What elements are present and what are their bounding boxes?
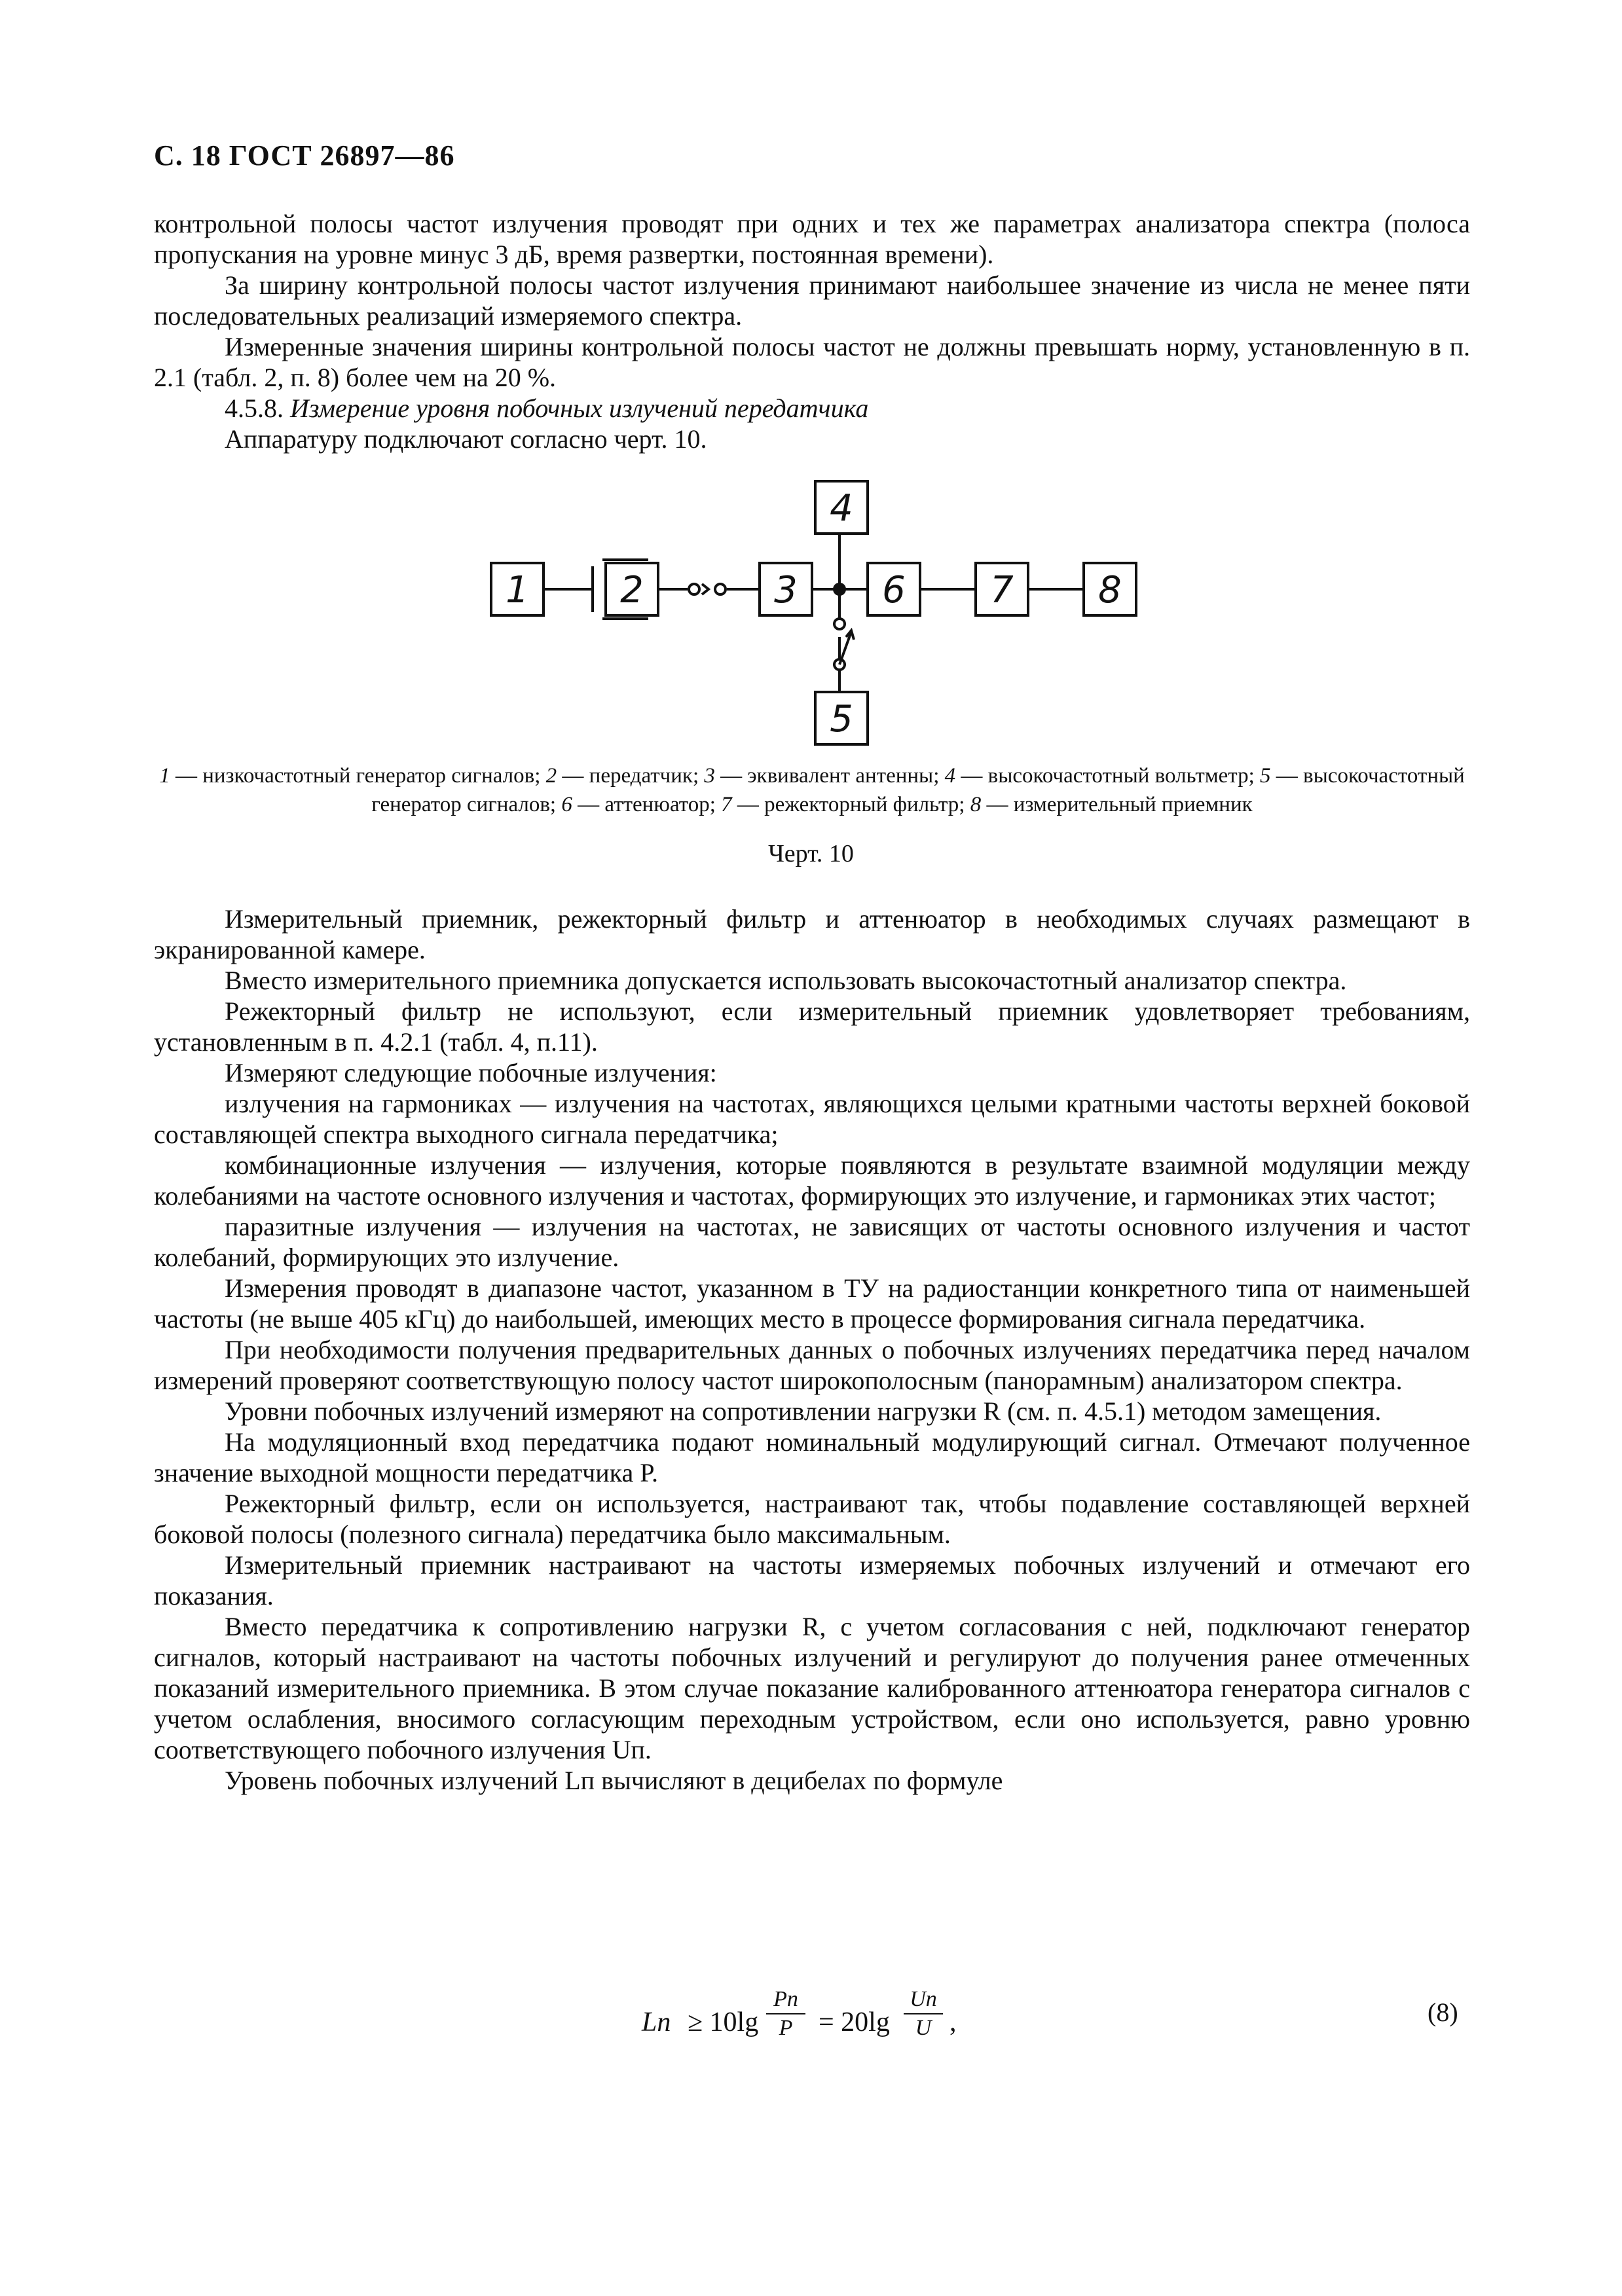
- formula-eq: = 20lg: [819, 2007, 890, 2037]
- paragraph: Вместо передатчика к сопротивлению нагрузки R, с учетом согласования с ней, подключают генератор сигналов, который настраивают на частоты побочных излучений и регулируют до получения ранее отмеченных показаний измерительного приемника. В этом случае показание калиброванного аттенюатора генератора сигналов с учетом ослабления, вносимого согласующим переходным устройством, если оно используется, равно уровню соответствующего побочного излучения Uп.: [154, 1612, 1470, 1764]
- paragraph: За ширину контрольной полосы частот излучения принимают наибольшее значение из числа не менее пяти последовательных реализаций измеряемого спектра.: [154, 270, 1470, 331]
- legend-num: 3: [704, 764, 715, 788]
- paragraph: На модуляционный вход передатчика подают номинальный модулирующий сигнал. Отмечают полученное значение выходной мощности передатчика P.: [154, 1427, 1470, 1487]
- junction-dot: [833, 583, 846, 596]
- legend-num: 5: [1260, 764, 1271, 788]
- paragraph: Уровень побочных излучений Lп вычисляют в децибелах по формуле: [225, 1766, 1003, 1795]
- legend-text: — низкочастотный генератор сигналов;: [170, 764, 546, 788]
- fraction-bar: [766, 2013, 805, 2014]
- formula-ge: ≥ 10lg: [688, 2007, 759, 2037]
- paragraph: паразитные излучения — излучения на частотах, не зависящих от частоты основного излучения и частот колебаний, формирующих это излучение.: [154, 1212, 1470, 1272]
- block-label: 6: [882, 569, 906, 611]
- block-diagram: [458, 468, 1179, 756]
- paragraph: Измеренные значения ширины контрольной полосы частот не должны превышать норму, установленную в п. 2.1 (табл. 2, п. 8) более чем на 20 %.: [154, 332, 1470, 392]
- block-label: 4: [830, 487, 853, 530]
- switch-blade: [839, 632, 851, 665]
- legend-text: — измерительный приемник: [981, 793, 1253, 816]
- section-title: Измерение уровня побочных излучений передатчика: [290, 393, 869, 423]
- block-label: 5: [830, 698, 853, 740]
- body-text: [154, 903, 1470, 1796]
- fraction-numerator: Pп: [773, 1987, 798, 2011]
- paragraph: комбинационные излучения — излучения, которые появляются в результате взаимной модуляции между колебаниями на частоте основного излучения и частотах, формирующих это излучение, и гармониках этих частот;: [154, 1150, 1470, 1211]
- formula-trail: ,: [949, 2007, 957, 2037]
- block-label: 3: [774, 569, 798, 611]
- legend-text: — режекторный фильтр;: [731, 793, 970, 816]
- section-number: 4.5.8.: [225, 393, 284, 423]
- block-label: 1: [506, 569, 529, 611]
- block-label: 7: [990, 569, 1014, 611]
- formula-number: (8): [1428, 1997, 1458, 2027]
- paragraph: контрольной полосы частот излучения проводят при одних и тех же параметрах анализатора спектра (полоса пропускания на уровне минус 3 дБ, время развертки, постоянная времени).: [154, 209, 1470, 269]
- legend-num: 2: [545, 764, 557, 788]
- paragraph: Режекторный фильтр не используют, если измерительный приемник удовлетворяет требованиям, установленным в п. 4.2.1 (табл. 4, п.11).: [154, 996, 1470, 1057]
- paragraph: При необходимости получения предварительных данных о побочных излучениях передатчика перед началом измерений проверяют соответствующую полосу частот широкополосным (панорамным) анализатором спектра.: [154, 1335, 1470, 1395]
- paragraph: Измерительный приемник, режекторный фильтр и аттенюатор в необходимых случаях размещают в экранированной камере.: [154, 904, 1470, 964]
- formula-lhs: Lп: [642, 2007, 671, 2037]
- legend-text: — высокочастотный генератор сигналов;: [371, 764, 1465, 816]
- legend-num: 4: [944, 764, 956, 788]
- fraction-numerator: Uп: [910, 1987, 937, 2011]
- fraction-bar: [904, 2013, 943, 2014]
- block-label: 2: [620, 569, 644, 611]
- paragraph: Аппаратуру подключают согласно черт. 10.: [225, 424, 707, 454]
- paragraph: Измеряют следующие побочные излучения:: [225, 1058, 717, 1087]
- figure-caption: Черт. 10: [768, 840, 854, 867]
- legend-num: 7: [721, 793, 732, 816]
- legend-text: — высокочастотный вольтметр;: [955, 764, 1261, 788]
- formula-fraction-2: [904, 1987, 943, 2041]
- section-heading: [154, 393, 1470, 424]
- paragraph: Уровни побочных излучений измеряют на сопротивлении нагрузки R (см. п. 4.5.1) методом замещения.: [225, 1396, 1382, 1426]
- formula-8: [642, 1987, 982, 2059]
- page-header: С. 18 ГОСТ 26897—86: [154, 139, 455, 172]
- paragraph: излучения на гармониках — излучения на частотах, являющихся целыми кратными частоты верхней боковой составляющей спектра выходного сигнала передатчика;: [154, 1089, 1470, 1149]
- legend-num: 1: [159, 764, 170, 788]
- legend-text: — аттенюатор;: [572, 793, 722, 816]
- legend-num: 8: [970, 793, 982, 816]
- connector-circle: [715, 584, 726, 594]
- paragraph: Измерения проводят в диапазоне частот, указанном в ТУ на радиостанции конкретного типа от наименьшей частоты (не выше 405 кГц) до наибольшей, имеющих место в процессе формирования сигнала передатчика.: [154, 1273, 1470, 1334]
- formula-fraction-1: [766, 1987, 805, 2041]
- legend-num: 6: [561, 793, 572, 816]
- figure-legend: [154, 761, 1470, 819]
- paragraph: Вместо измерительного приемника допускается использовать высокочастотный анализатор спектра.: [225, 966, 1347, 995]
- legend-text: — эквивалент антенны;: [714, 764, 945, 788]
- paragraph: Режекторный фильтр, если он используется, настраивают так, чтобы подавление составляющей верхней боковой полосы (полезного сигнала) передатчика было максимальным.: [154, 1489, 1470, 1549]
- fraction-denominator: P: [779, 2016, 793, 2040]
- top-text: [154, 208, 1470, 454]
- fraction-denominator: U: [915, 2016, 932, 2040]
- paragraph: Измерительный приемник настраивают на частоты измеряемых побочных излучений и отмечают его показания.: [154, 1550, 1470, 1611]
- legend-text: — передатчик;: [557, 764, 705, 788]
- block-label: 8: [1098, 569, 1122, 611]
- switch-circle: [834, 619, 845, 629]
- connector-arrow: [702, 584, 709, 594]
- connector-circle: [689, 584, 699, 594]
